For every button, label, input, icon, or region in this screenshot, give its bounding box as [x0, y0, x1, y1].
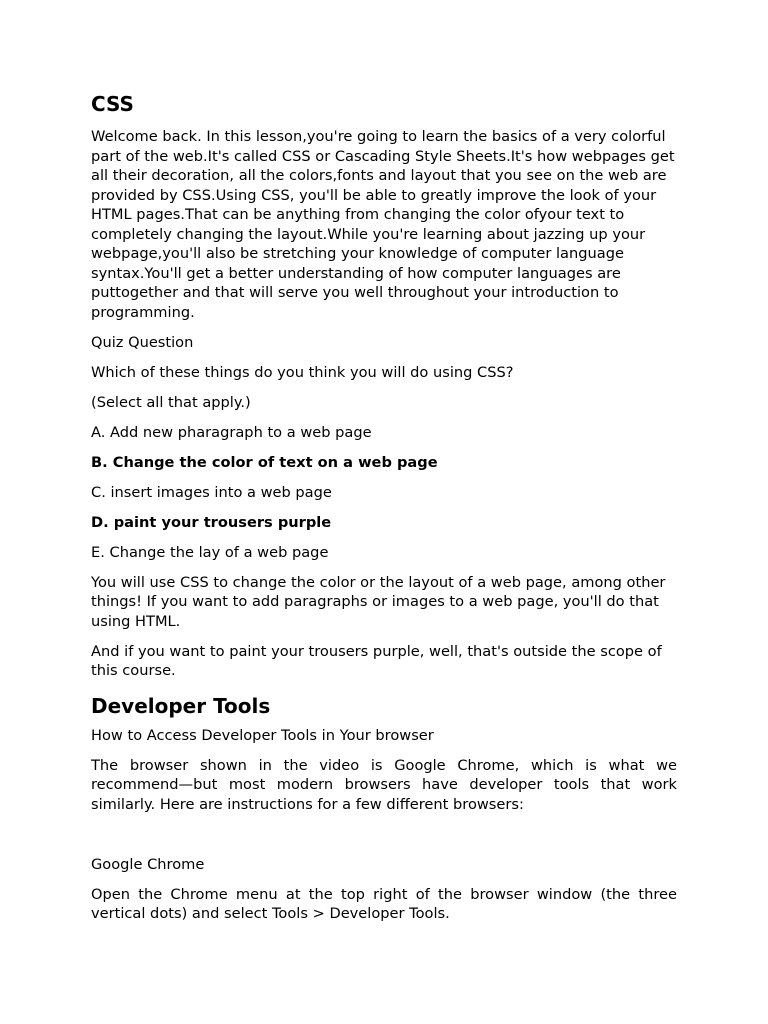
- chrome-heading: Google Chrome: [91, 855, 205, 873]
- developer-tools-intro: The browser shown in the video is Google Chrome, which is what we recommend—but most modern browsers have developer tools that work similarly. Here are instructions for a few different browsers:: [91, 756, 677, 813]
- quiz-option-b: B. Change the color of text on a web page: [91, 453, 438, 471]
- quiz-answer-note: And if you want to paint your trousers purple, well, that's outside the scope of this course.: [91, 642, 662, 679]
- section-spacer: [91, 825, 677, 855]
- quiz-option-d: D. paint your trousers purple: [91, 513, 332, 531]
- developer-tools-subtitle: How to Access Developer Tools in Your browser: [91, 726, 434, 744]
- developer-tools-heading: Developer Tools: [91, 693, 271, 718]
- quiz-question: Which of these things do you think you will do using CSS?: [91, 363, 514, 381]
- css-heading: CSS: [91, 92, 134, 116]
- css-intro-paragraph: Welcome back. In this lesson,you're going to learn the basics of a very colorful part of the web.It's called CSS or Cascading Style Sheets.It's how webpages get all their decoration, all the colors,fonts and layout that you see on the web are provided by CSS.Using CSS, you'll be able to greatly improve the look of your HTML pages.That can be anything from changing the color ofyour text to completely changing the layout.While you're learning about jazzing up your webpage,you'll also be stretching your knowledge of computer language syntax.You'll get a better understanding of how computer languages are puttogether and that will serve you well throughout your introduction to programming.: [91, 128, 675, 321]
- chrome-instructions: Open the Chrome menu at the top right of the browser window (the three vertical dots) and select Tools > Developer Tools.: [91, 885, 677, 922]
- quiz-instruction: (Select all that apply.): [91, 393, 251, 411]
- quiz-option-a: A. Add new pharagraph to a web page: [91, 423, 372, 441]
- quiz-label: Quiz Question: [91, 333, 194, 351]
- document-content: [91, 90, 677, 934]
- quiz-option-e: E. Change the lay of a web page: [91, 543, 329, 561]
- quiz-answer-paragraph: You will use CSS to change the color or the layout of a web page, among other things! If you want to add paragraphs or images to a web page, you'll do that using HTML.: [91, 573, 666, 630]
- quiz-option-c: C. insert images into a web page: [91, 483, 332, 501]
